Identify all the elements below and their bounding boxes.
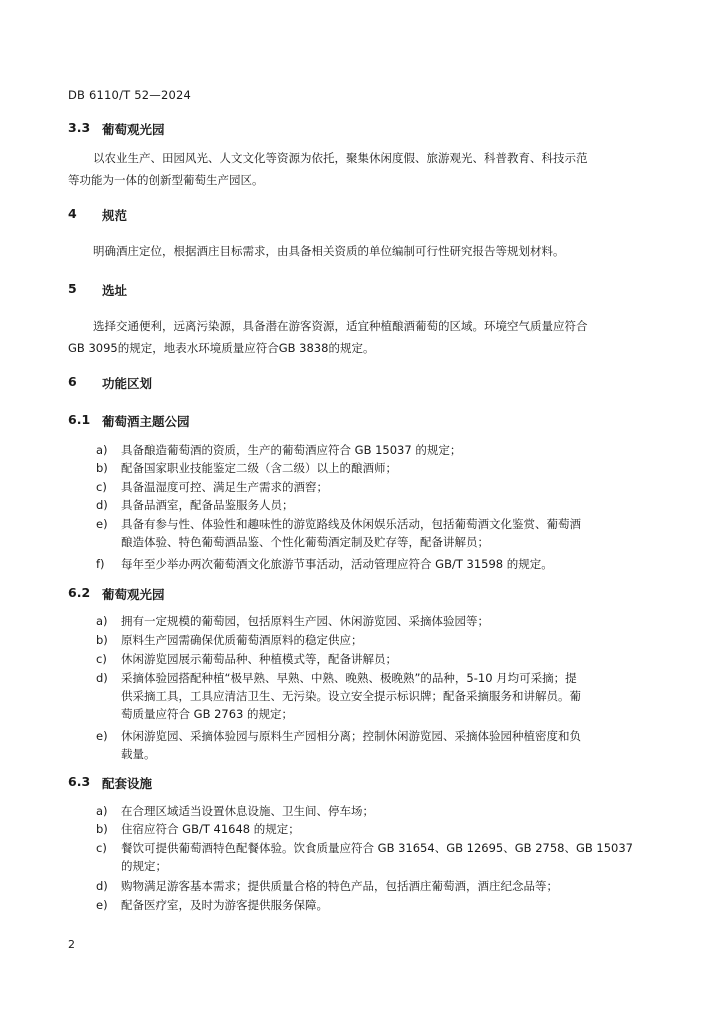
list-item-label: a) [96, 443, 108, 457]
page-number: 2 [68, 938, 75, 951]
heading-title: 葡萄观光园 [102, 587, 165, 602]
paragraph-line: 选择交通便利，远离污染源，具备潜在游客资源，适宜种植酿酒葡萄的区域。环境空气质量应符合 [93, 319, 588, 333]
list-item-text: 拥有一定规模的葡萄园，包括原料生产园、休闲游览园、采摘体验园等； [121, 614, 489, 628]
list-item-label: d) [96, 671, 108, 685]
list-item-text: 餐饮可提供葡萄酒特色配餐体验。饮食质量应符合 GB 31654、GB 12695、GB 2758、GB 15037 [121, 841, 633, 855]
list-item-text: 配备医疗室，及时为游客提供服务保障。 [121, 898, 328, 912]
list-item-label: f) [96, 557, 105, 571]
list-item-label: e) [96, 729, 108, 743]
list-item-text: 萄质量应符合 GB 2763 的规定； [121, 707, 294, 721]
heading-number: 3.3 [68, 120, 91, 135]
heading-6 [68, 374, 152, 392]
list-item-text: 原料生产园需确保优质葡萄酒原料的稳定供应； [121, 633, 363, 647]
heading-title: 规范 [102, 208, 128, 223]
heading-number: 6.3 [68, 774, 91, 789]
paragraph-3-3 [68, 147, 640, 191]
heading-3-3 [68, 120, 165, 138]
paragraph-line: 等功能为一体的创新型葡萄生产园区。 [68, 173, 264, 187]
list-item-label: a) [96, 804, 108, 818]
list-item-text: 的规定； [121, 859, 167, 873]
list-item-text: 休闲游览园展示葡萄品种、种植模式等，配备讲解员； [121, 652, 397, 666]
list-item-label: c) [96, 841, 107, 855]
paragraph-line: 以农业生产、田园风光、人文文化等资源为依托，聚集休闲度假、旅游观光、科普教育、科技示范 [93, 151, 588, 165]
list-item-label: d) [96, 879, 108, 893]
heading-number: 6 [68, 374, 77, 389]
paragraph-5 [68, 315, 640, 359]
heading-title: 葡萄酒主题公园 [102, 414, 190, 429]
paragraph-line: GB 3095的规定，地表水环境质量应符合GB 3838的规定。 [68, 341, 375, 355]
list-item-text: 住宿应符合 GB/T 41648 的规定； [121, 822, 300, 836]
list-item-text: 供采摘工具，工具应清洁卫生、无污染。设立安全提示标识牌；配备采摘服务和讲解员。葡 [121, 689, 581, 703]
list-item-text: 载量。 [121, 747, 156, 761]
list-item-text: 具备酿造葡萄酒的资质，生产的葡萄酒应符合 GB 15037 的规定； [121, 443, 462, 457]
list-item-text: 在合理区域适当设置休息设施、卫生间、停车场； [121, 804, 374, 818]
heading-6-3 [68, 774, 152, 792]
list-item-label: a) [96, 614, 108, 628]
list-item-text: 具备温湿度可控、满足生产需求的酒窖； [121, 480, 328, 494]
heading-title: 葡萄观光园 [102, 122, 165, 137]
list-item-label: c) [96, 480, 107, 494]
list-item-text: 具备品酒室，配备品鉴服务人员； [121, 498, 294, 512]
list-item-text: 具备有参与性、体验性和趣味性的游览路线及休闲娱乐活动，包括葡萄酒文化鉴赏、葡萄酒 [121, 517, 581, 531]
list-item-label: d) [96, 498, 108, 512]
paragraph-4 [68, 240, 640, 262]
list-item-text: 采摘体验园搭配种植“极早熟、早熟、中熟、晚熟、极晚熟”的品种，5-10 月均可采摘；提 [121, 671, 577, 685]
heading-number: 6.2 [68, 585, 91, 600]
heading-number: 4 [68, 206, 77, 221]
list-item-text: 酿造体验、特色葡萄酒品鉴、个性化葡萄酒定制及贮存等，配备讲解员； [121, 535, 489, 549]
paragraph-line: 明确酒庄定位，根据酒庄目标需求，由具备相关资质的单位编制可行性研究报告等规划材料。 [93, 244, 565, 258]
heading-6-1 [68, 412, 190, 430]
list-item-label: e) [96, 898, 108, 912]
list-item-label: b) [96, 461, 108, 475]
list-item-label: b) [96, 633, 108, 647]
list-item-text: 配备国家职业技能鉴定二级（含二级）以上的酿酒师； [121, 461, 397, 475]
list-item-text: 购物满足游客基本需求；提供质量合格的特色产品，包括酒庄葡萄酒，酒庄纪念品等； [121, 879, 558, 893]
list-item-label: e) [96, 517, 108, 531]
heading-6-2 [68, 585, 165, 603]
heading-title: 配套设施 [102, 776, 153, 791]
heading-number: 5 [68, 281, 77, 296]
heading-4 [68, 206, 127, 224]
list-item-label: c) [96, 652, 107, 666]
list-item-text: 休闲游览园、采摘体验园与原料生产园相分离；控制休闲游览园、采摘体验园种植密度和负 [121, 729, 581, 743]
list-item-label: b) [96, 822, 108, 836]
heading-5 [68, 281, 127, 299]
heading-title: 功能区划 [102, 376, 153, 391]
standard-header: DB 6110/T 52—2024 [68, 88, 192, 102]
list-item-text: 每年至少举办两次葡萄酒文化旅游节事活动，活动管理应符合 GB/T 31598 的规定。 [121, 557, 553, 571]
heading-title: 选址 [102, 283, 128, 298]
heading-number: 6.1 [68, 412, 91, 427]
